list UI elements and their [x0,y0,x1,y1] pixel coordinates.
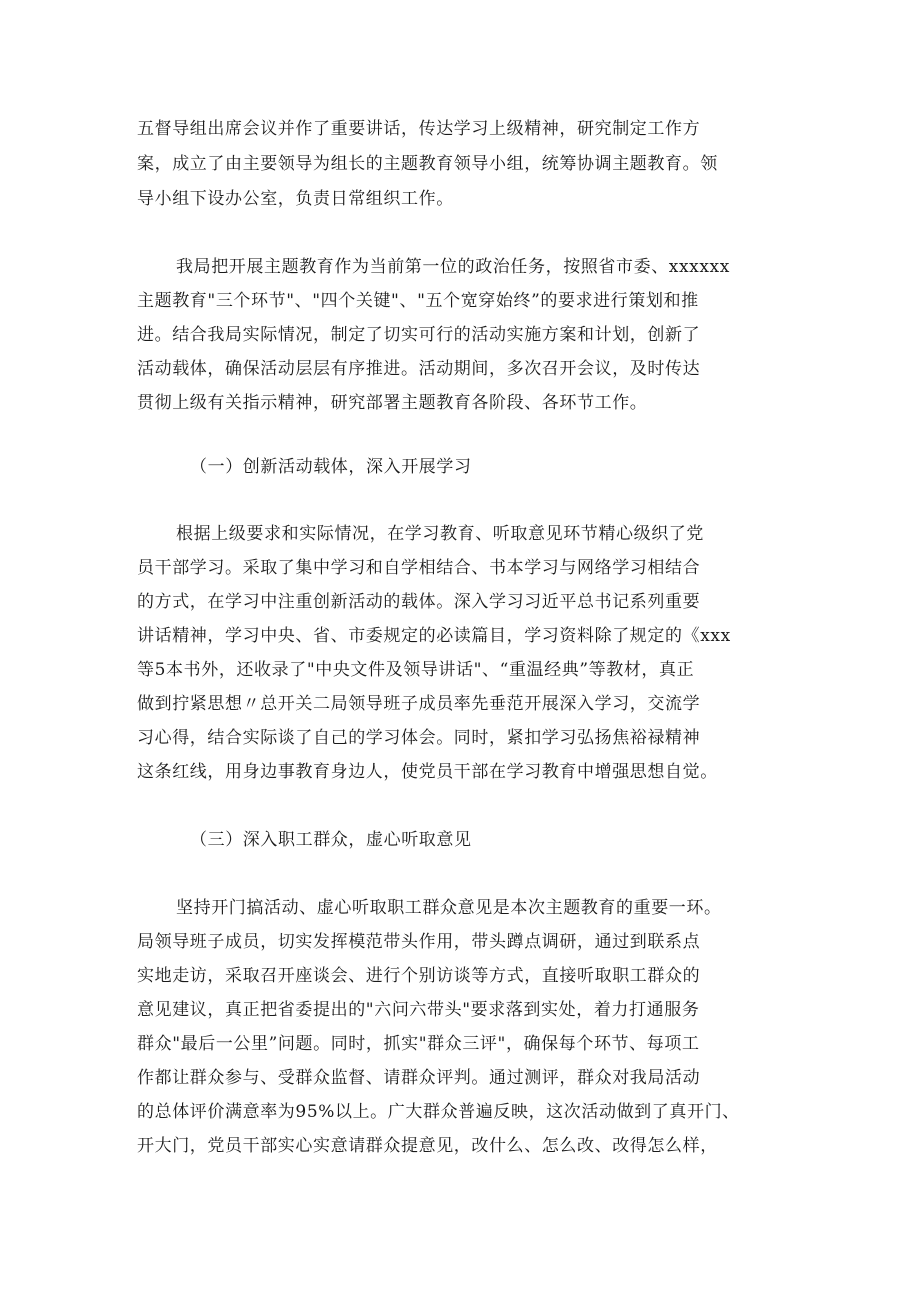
paragraph-3-line-8: 这条红线，用身边事教育身边人，使党员干部在学习教育中增强思想自觉。 [137,762,718,782]
paragraph-2-line-5: 贯彻上级有关指示精神，研究部署主题教育各阶段、各环节工作。 [137,393,648,413]
paragraph-3-line-1: 根据上级要求和实际情况，在学习教育、听取意见环节精心级织了党 [176,524,704,544]
section-heading-1: （一）创新活动载体，深入开展学习 [190,457,472,477]
paragraph-2-line-3: 进。结合我局实际情况，制定了切实可行的活动实施方案和计划，创新了 [137,325,701,345]
paragraph-3-line-5: 等5本书外，还收录了"中央文件及领导讲话"、“重温经典”等教材，真正 [137,660,695,680]
section-heading-2: （三）深入职工群众，虚心听取意见 [190,830,472,850]
paragraph-4-line-7: 的总体评价满意率为95%以上。广大群众普遍反映，这次活动做到了真开门、 [137,1102,740,1122]
paragraph-4-line-3: 实地走访，采取召开座谈会、进行个别访谈等方式，直接听取职工群众的 [137,966,701,986]
paragraph-4-line-6: 作都让群众参与、受群众监督、请群众评判。通过测评，群众对我局活动 [137,1068,701,1088]
paragraph-4-line-1: 坚持开门搞活动、虚心听取职工群众意见是本次主题教育的重要一环。 [176,898,722,918]
paragraph-4-line-4: 意见建议，真正把省委提出的"六问六带头"要求落到实处，着力打通服务 [137,1000,700,1020]
paragraph-2-line-4: 活动载体，确保活动层层有序推进。活动期间，多次召开会议，及时传达 [137,359,701,379]
paragraph-1-line-2: 案，成立了由主要领导为组长的主题教育领导小组，统筹协调主题教育。领 [137,154,718,174]
paragraph-3-line-6: 做到拧紧思想〃总开关二局领导班子成员率先垂范开展深入学习，交流学 [137,694,701,714]
paragraph-2-line-1: 我局把开展主题教育作为当前第一位的政治任务，按照省市委、xxxxxx [176,257,730,277]
paragraph-1-line-3: 导小组下设办公室，负责日常组织工作。 [137,189,454,209]
paragraph-4-line-5: 群众"最后一公里”问题。同时，抓实"群众三评"，确保每个环节、每项工 [137,1034,700,1054]
paragraph-3-line-3: 的方式，在学习中注重创新活动的载体。深入学习习近平总书记系列重要 [137,592,701,612]
paragraph-4-line-2: 局领导班子成员，切实发挥模范带头作用，带头蹲点调研，通过到联系点 [137,932,701,952]
paragraph-3-line-2: 员干部学习。采取了集中学习和自学相结合、书本学习与网络学习相结合 [137,558,701,578]
paragraph-1-line-1: 五督导组出席会议并作了重要讲话，传达学习上级精神，研究制定工作方 [137,119,701,139]
paragraph-3-line-7: 习心得，结合实际谈了自己的学习体会。同时，紧扣学习弘扬焦裕禄精神 [137,728,701,748]
paragraph-4-line-8: 开大门，党员干部实心实意请群众提意见，改什么、怎么改、改得怎么样， [137,1136,718,1156]
paragraph-2-line-2: 主题教育"三个环节"、"四个关键"、"五个宽穿始终”的要求进行策划和推 [137,291,699,311]
paragraph-3-line-4: 讲话精神，学习中央、省、市委规定的必读篇目，学习资料除了规定的《xxx [137,626,731,646]
